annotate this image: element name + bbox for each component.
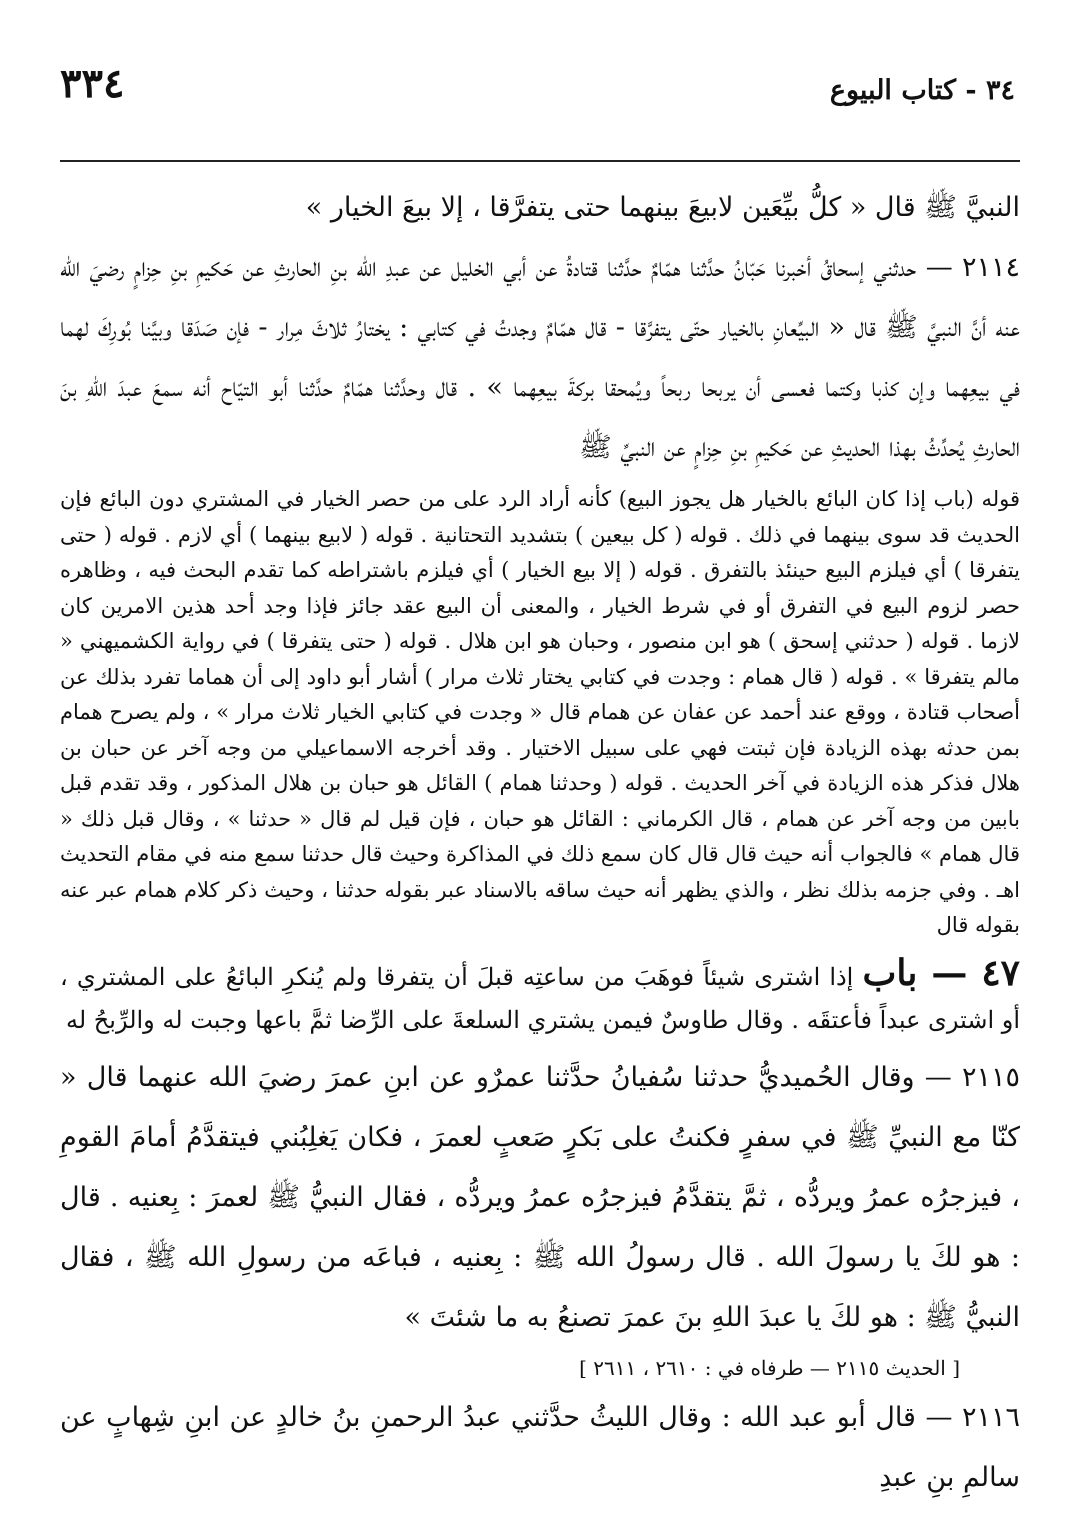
page-number: ٣٣٤ — [60, 60, 125, 107]
commentary-paragraph: قوله (باب إذا كان البائع بالخيار هل يجوز البيع) كأنه أراد الرد على من حصر الخيار في المشتري دون البائع فإن الحديث قد سوى بينهما في ذلك . قوله ( كل بيعين ) بتشديد التحتانية . قوله ( لابيع بينهما ) أي لازم . قوله ( حتى يتفرقا ) أي فيلزم البيع حينئذ بالتفرق . قوله ( إلا بيع الخيار ) أي فيلزم باشتراطه كما تقدم البحث فيه ، وظاهره حصر لزوم البيع في التفرق أو في شرط الخيار ، والمعنى أن البيع عقد جائز فإذا وجد أحد هذين الامرين كان لازما . قوله ( حدثني إسحق ) هو ابن منصور ، وحبان هو ابن هلال . قوله ( حتى يتفرقا ) في رواية الكشميهني « مالم يتفرقا » . قوله ( قال همام : وجدت في كتابي يختار ثلاث مرار ) أشار أبو داود إلى أن هماما تفرد بذلك عن أصحاب قتادة ، ووقع عند أحمد عن عفان عن همام قال « وجدت في كتابي الخيار ثلاث مرار » ، ولم يصرح همام بمن حدثه بهذه الزيادة فإن ثبتت فهي على سبيل الاختيار . وقد أخرجه الاسماعيلي من وجه آخر عن حبان بن هلال فذكر هذه الزيادة في آخر الحديث . قوله ( وحدثنا همام ) القائل هو حبان بن هلال المذكور ، وقد تقدم قبل بابين من وجه آخر عن همام ، قال الكرماني : القائل هو حبان ، فإن قيل لم قال « حدثنا » ، وقال قبل ذلك « قال همام » فالجواب أنه حيث قال قال كان سمع ذلك في المذاكرة وحيث قال حدثنا سمع منه في مقام التحديث اهـ . وفي جزمه بذلك نظر ، والذي يظهر أنه حيث ساقه بالاسناد عبر بقوله حدثنا ، وحيث ذكر كلام همام عبر عنه بقوله قال — [60, 487, 1020, 937]
hadith-continuation: النبيَّ ﷺ قال « كلُّ بيِّعَين لابيعَ بينهما حتى يتفرَّقا ، إلا بيعَ الخيار » — [305, 192, 1020, 223]
header-rule — [60, 160, 1020, 162]
hadith-2115: ٢١١٥ — وقال الحُميديُّ حدثنا سُفيانُ حدَّثنا عمرٌو عن ابنِ عمرَ رضيَ الله عنهما قال « كنّا مع النبيِّ ﷺ في سفرٍ فكنتُ على بَكرٍ صَعبٍ لعمرَ ، فكان يَغلِبُني فيتقدَّمُ أمامَ القومِ ، فيزجرُه عمرُ ويردُّه ، ثمَّ يتقدَّمُ فيزجرُه عمرُ ويردُّه ، فقال النبيُّ ﷺ لعمرَ : بِعنيه . قال : هو لكَ يا رسولَ الله . قال رسولُ الله ﷺ : بِعنيه ، فباعَه من رسولِ الله ﷺ ، فقال النبيُّ ﷺ : هو لكَ يا عبدَ اللهِ بنَ عمرَ تصنعُ به ما شئتَ » — [60, 1061, 1020, 1333]
chapter-heading-text: إذا اشترى شيئاً فوهَبَ من ساعتِه قبلَ أن يتفرقا ولم يُنكرِ البائعُ على المشتري ، أو اشترى عبداً فأعتقَه . وقال طاوسٌ فيمن يشتري السلعةَ على الرِّضا ثمَّ باعها وجبت له والرِّبحُ له — [60, 962, 1020, 1034]
cross-reference-note: [ الحديث ٢١١٥ — طرفاه في : ٢٦١٠ ، ٢٦١١ ] — [579, 1355, 960, 1380]
chapter-heading-47 — [60, 952, 1020, 1042]
book-title: ٣٤ - كتاب البيوع — [829, 75, 1015, 106]
page-content — [60, 178, 1020, 1508]
chapter-number: ٤٧ — باب — [862, 951, 1020, 994]
hadith-2114: ٢١١٤ — حدثني إسحاقُ أخبرنا حَبّانُ حدَّثنا همّامٌ حدَّثنا قتادةُ عن أبي الخليل عن عبدِ الله بنِ الحارثِ عن حَكيمِ بنِ حِزامٍ رضيَ الله عنه أنَّ النبيَّ ﷺ قال « البيِّعانِ بالخيار حتّى يتفرَّقا - قال همّامٌ وجدتُ في كتابي : يختارُ ثلاثَ مِرار - فإن صَدَقا وبيَّنا بُورِكَ لهما في بيعِهما وإن كذبا وكتما فعسى أن يربحا ربحاً ويُمحقا بركةَ بيعِهما » . قال وحدَّثنا همّامٌ حدَّثنا أبو التيّاح أنه سمعَ عبدَ اللهِ بنَ الحارثِ يُحدِّثُ بهذا الحديثِ عن حَكيمِ بنِ حِزامٍ عن النبيِّ ﷺ — [60, 252, 1020, 463]
hadith-2116: ٢١١٦ — قال أبو عبد الله : وقال الليثُ حدَّثني عبدُ الرحمنِ بنُ خالدٍ عن ابنِ شِهابٍ عن سالمِ بنِ عبدِ — [60, 1401, 1020, 1493]
page-header — [60, 58, 1015, 107]
